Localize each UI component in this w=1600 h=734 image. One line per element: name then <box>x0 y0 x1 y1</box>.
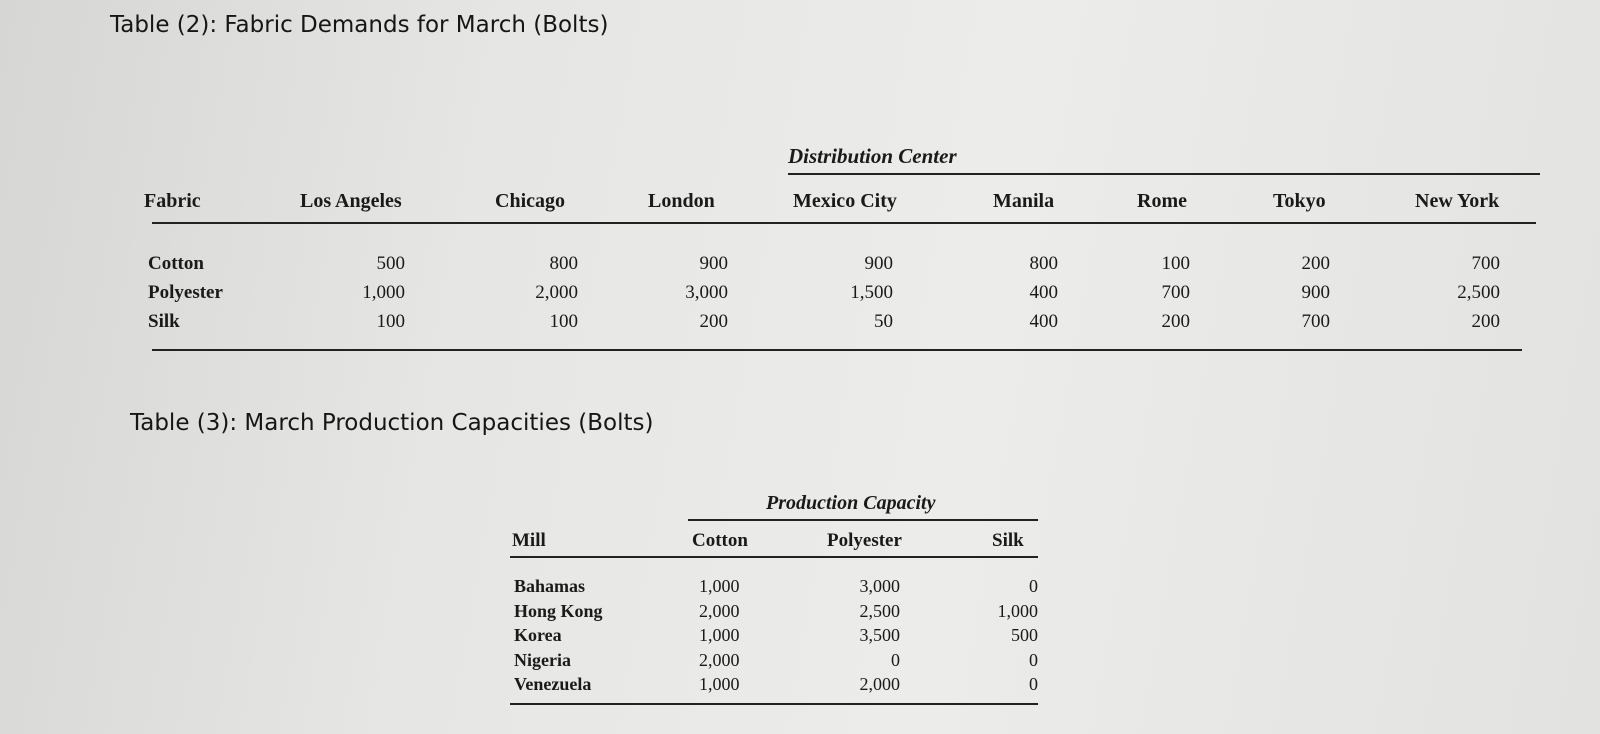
table-cell: 900 <box>1301 282 1330 303</box>
table-cell: 0 <box>891 649 900 670</box>
row-label: Venezuela <box>514 674 592 694</box>
table-cell: 1,500 <box>850 282 893 303</box>
silk-values <box>968 574 1038 697</box>
table-cell: 50 <box>874 311 893 332</box>
production-capacity-header: Production Capacity <box>766 492 936 514</box>
fabric-labels <box>148 250 223 337</box>
table-cell: 2,000 <box>699 600 740 621</box>
tokyo-values <box>1260 250 1330 337</box>
mill-labels <box>514 574 603 697</box>
distribution-center-header: Distribution Center <box>788 144 957 168</box>
table2-caption: Table (2): Fabric Demands for March (Bolts) <box>110 12 609 38</box>
table-cell: 2,500 <box>1457 282 1500 303</box>
table-cell: 2,000 <box>699 649 740 670</box>
new-york-values <box>1430 250 1500 337</box>
header-rule <box>152 222 1536 224</box>
table-cell: 0 <box>1029 576 1038 596</box>
cotton-values <box>699 574 740 697</box>
manila-values <box>988 250 1058 337</box>
table-cell: 1,000 <box>699 625 740 645</box>
column-header-manila: Manila <box>993 190 1055 212</box>
header-rule <box>510 556 1038 558</box>
table-cell: 700 <box>1471 253 1500 274</box>
table-cell: 1,000 <box>699 576 740 596</box>
column-header-cotton: Cotton <box>692 530 748 551</box>
polyester-values <box>830 574 900 697</box>
table-cell: 200 <box>699 311 728 332</box>
table-cell: 100 <box>376 311 405 332</box>
column-header-chicago: Chicago <box>495 190 565 212</box>
production-capacities-table <box>510 488 1050 728</box>
rome-values <box>1120 250 1190 337</box>
row-label: Polyester <box>148 282 223 303</box>
table-cell: 200 <box>1471 311 1500 332</box>
bottom-rule <box>510 703 1038 705</box>
los-angeles-values <box>335 250 405 337</box>
table-cell: 2,500 <box>859 600 900 621</box>
table-cell: 2,000 <box>535 282 578 303</box>
table-cell: 3,000 <box>859 576 900 596</box>
table-cell: 800 <box>549 253 578 274</box>
column-header-new-york: New York <box>1415 190 1500 212</box>
table-cell: 0 <box>1029 674 1038 694</box>
column-header-tokyo: Tokyo <box>1273 190 1326 212</box>
table-cell: 700 <box>1301 311 1330 332</box>
row-label: Nigeria <box>514 649 571 670</box>
table-cell: 2,000 <box>859 674 900 694</box>
table-cell: 3,500 <box>859 625 900 645</box>
row-label: Korea <box>514 625 562 645</box>
table-cell: 500 <box>1011 625 1038 645</box>
row-label: Silk <box>148 311 180 332</box>
table-cell: 0 <box>1029 649 1038 670</box>
mill-column-header: Mill <box>512 530 546 551</box>
bottom-rule <box>152 349 1522 351</box>
table3-caption: Table (3): March Production Capacities (Bolts) <box>130 410 654 436</box>
london-values <box>658 250 728 337</box>
row-label: Cotton <box>148 253 204 274</box>
column-header-mexico-city: Mexico City <box>793 190 897 212</box>
table-cell: 200 <box>1301 253 1330 274</box>
table-cell: 500 <box>376 253 405 274</box>
column-header-silk: Silk <box>992 530 1024 551</box>
table-cell: 900 <box>699 253 728 274</box>
table-cell: 1,000 <box>362 282 405 303</box>
table-cell: 200 <box>1161 311 1190 332</box>
table-cell: 400 <box>1029 282 1058 303</box>
column-header-polyester: Polyester <box>827 530 902 551</box>
row-label: Hong Kong <box>514 600 603 621</box>
column-header-rome: Rome <box>1137 190 1187 212</box>
fabric-column-header: Fabric <box>144 190 201 212</box>
mexico-city-values <box>823 250 893 337</box>
table-cell: 3,000 <box>685 282 728 303</box>
chicago-values <box>508 250 578 337</box>
group-header-rule <box>688 519 1038 521</box>
table-cell: 800 <box>1029 253 1058 274</box>
table-cell: 100 <box>1161 253 1190 274</box>
group-header-rule <box>788 173 1540 175</box>
row-label: Bahamas <box>514 576 586 596</box>
column-header-los-angeles: Los Angeles <box>300 190 402 212</box>
table-cell: 1,000 <box>997 600 1038 621</box>
column-header-london: London <box>648 190 715 212</box>
fabric-demands-table <box>140 138 1540 358</box>
table-cell: 400 <box>1029 311 1058 332</box>
table-cell: 1,000 <box>699 674 740 694</box>
table-cell: 700 <box>1161 282 1190 303</box>
table-cell: 100 <box>549 311 578 332</box>
table-cell: 900 <box>864 253 893 274</box>
